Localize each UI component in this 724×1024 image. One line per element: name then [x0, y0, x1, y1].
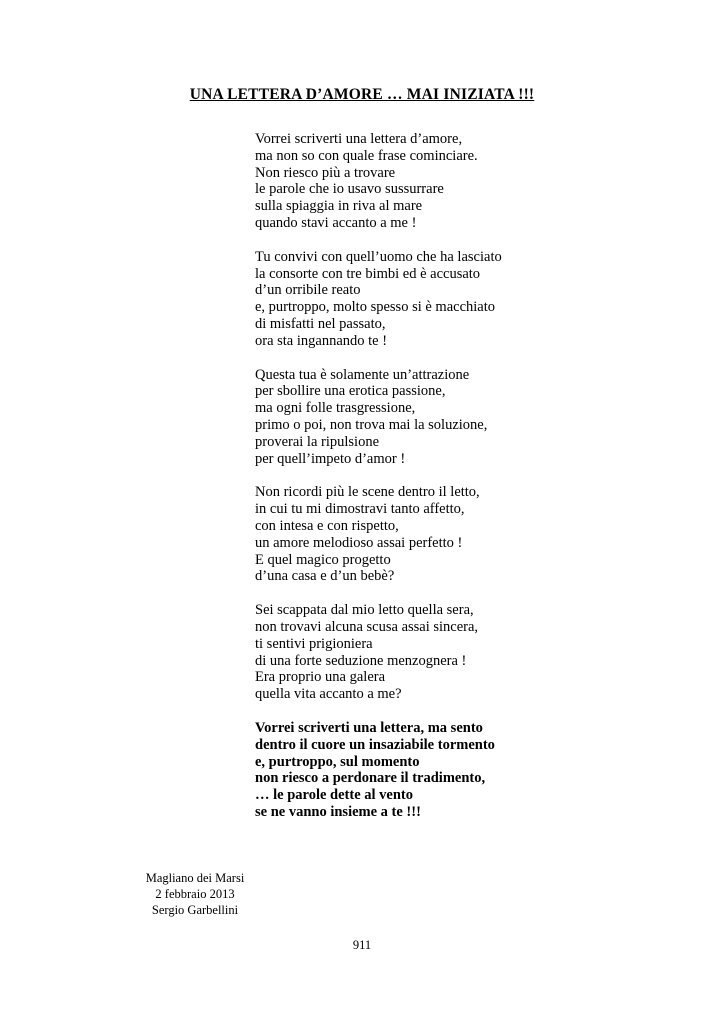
signature-author: Sergio Garbellini: [151, 903, 239, 917]
stanza-5: [255, 602, 695, 703]
poem-line: un amore melodioso assai perfetto !: [255, 534, 463, 551]
poem-line: E quel magico progetto: [255, 551, 391, 568]
poem-line: Non ricordi più le scene dentro il letto,: [255, 484, 480, 501]
signature-block: [140, 870, 250, 918]
poem-line: Era proprio una galera: [255, 669, 386, 686]
poem-line: d’una casa e d’un bebè?: [255, 568, 395, 585]
stanza-6-final: [255, 720, 695, 821]
poem-line: quando stavi accanto a me !: [255, 214, 417, 231]
poem-line: Non riesco più a trovare: [255, 164, 396, 181]
poem-line: Tu convivi con quell’uomo che ha lasciato: [255, 248, 502, 265]
poem-body: [255, 131, 695, 838]
poem-line: per quell’impeto d’amor !: [255, 450, 406, 467]
poem-line: per sbollire una erotica passione,: [255, 383, 446, 400]
poem-line: ora sta ingannando te !: [255, 332, 388, 349]
poem-line: proverai la ripulsione: [255, 433, 380, 450]
poem-line: ti sentivi prigioniera: [255, 635, 373, 652]
poem-line: in cui tu mi dimostravi tanto affetto,: [255, 501, 465, 518]
poem-line: non trovavi alcuna scusa assai sincera,: [255, 618, 479, 635]
poem-line: di misfatti nel passato,: [255, 315, 386, 332]
poem-line: Sei scappata dal mio letto quella sera,: [255, 602, 474, 619]
poem-line: ma ogni folle trasgressione,: [255, 400, 416, 417]
poem-line: ma non so con quale frase cominciare.: [255, 147, 478, 164]
stanza-2: [255, 249, 695, 350]
poem-line: e, purtroppo, molto spesso si è macchiato: [255, 299, 496, 316]
poem-line: Vorrei scriverti una lettera, ma sento: [255, 719, 483, 736]
poem-line: d’un orribile reato: [255, 282, 361, 299]
page-number: 911: [352, 938, 372, 952]
poem-line: Vorrei scriverti una lettera d’amore,: [255, 131, 463, 147]
stanza-4: [255, 484, 695, 585]
poem-line: se ne vanno insieme a te !!!: [255, 803, 421, 820]
poem-title: UNA LETTERA D’AMORE … MAI INIZIATA !!!: [189, 86, 535, 103]
signature-date: 2 febbraio 2013: [155, 887, 235, 901]
poem-line: Questa tua è solamente un’attrazione: [255, 366, 470, 383]
signature-place: Magliano dei Marsi: [145, 871, 245, 885]
poem-line: dentro il cuore un insaziabile tormento: [255, 736, 495, 753]
poem-line: la consorte con tre bimbi ed è accusato: [255, 265, 481, 282]
poem-line: e, purtroppo, sul momento: [255, 753, 420, 770]
stanza-3: [255, 367, 695, 468]
poem-line: le parole che io usavo sussurrare: [255, 181, 444, 198]
poem-line: quella vita accanto a me?: [255, 686, 402, 703]
poem-line: … le parole dette al vento: [255, 787, 413, 804]
poem-line: di una forte seduzione menzognera !: [255, 652, 467, 669]
poem-line: non riesco a perdonare il tradimento,: [255, 770, 486, 787]
poem-line: primo o poi, non trova mai la soluzione,: [255, 416, 488, 433]
poem-line: sulla spiaggia in riva al mare: [255, 198, 423, 215]
stanza-1: [255, 131, 695, 232]
poem-line: con intesa e con rispetto,: [255, 517, 399, 534]
